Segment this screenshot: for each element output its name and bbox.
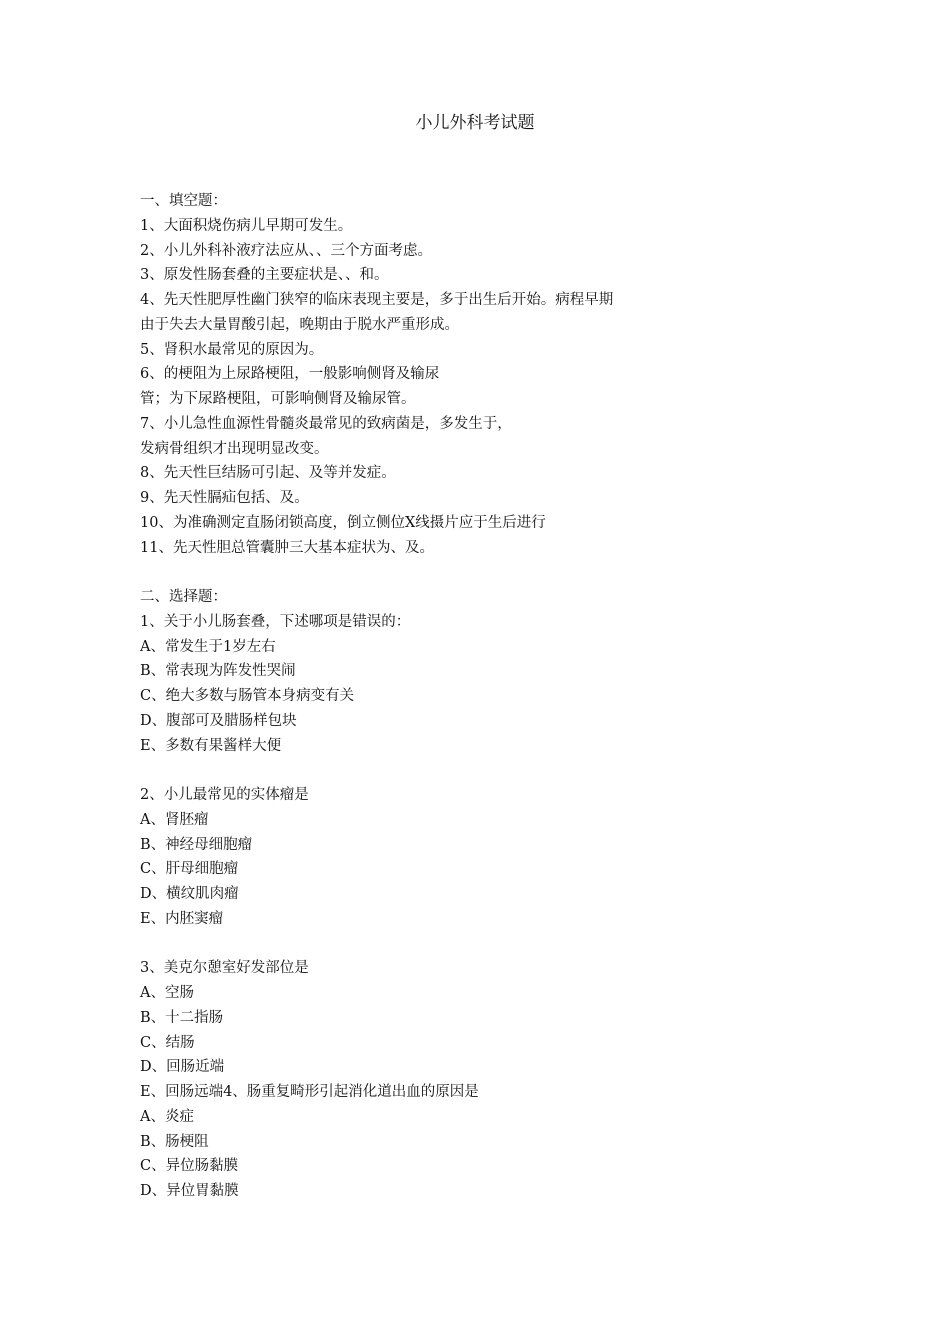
choice-option: E、多数有果酱样大便 — [140, 737, 282, 754]
page-title: 小儿外科考试题 — [415, 113, 535, 133]
fill-question-4: 4、先天性肥厚性幽门狭窄的临床表现主要是，多于出生后开始。病程早期 — [140, 292, 614, 308]
choice-option: D、异位胃黏膜 — [140, 1183, 239, 1199]
document-body — [140, 189, 730, 1204]
fill-question-2: 2、小儿外科补液疗法应从、、三个方面考虑。 — [140, 242, 432, 259]
fill-question-9: 9、先天性膈疝包括、及。 — [140, 490, 309, 506]
choice-option: B、肠梗阻 — [140, 1133, 209, 1150]
choice-option: B、神经母细胞瘤 — [140, 836, 253, 853]
choice-option: A、肾胚瘤 — [140, 811, 209, 828]
section-heading-choice: 二、选择题： — [140, 589, 227, 605]
choice-option: D、腹部可及腊肠样包块 — [140, 712, 297, 729]
fill-question-11: 11、先天性胆总管囊肿三大基本症状为、及。 — [140, 539, 434, 556]
fill-question-3: 3、原发性肠套叠的主要症状是、、和。 — [140, 267, 389, 284]
fill-question-7: 7、小儿急性血源性骨髓炎最常见的致病菌是，多发生于， — [140, 415, 512, 432]
spacer — [140, 758, 730, 783]
fill-question-8: 8、先天性巨结肠可引起、及等并发症。 — [140, 465, 396, 482]
fill-question-10: 10、为准确测定直肠闭锁高度，倒立侧位X线摄片应于生后进行 — [140, 514, 546, 531]
choice-option: C、绝大多数与肠管本身病变有关 — [140, 688, 355, 704]
fill-question-4-cont: 由于失去大量胃酸引起，晚期由于脱水严重形成。 — [140, 316, 459, 333]
fill-question-6: 6、的梗阻为上尿路梗阻，一般影响侧肾及输尿 — [140, 366, 440, 383]
fill-question-1: 1、大面积烧伤病儿早期可发生。 — [140, 217, 353, 234]
choice-option: C、肝母细胞瘤 — [140, 861, 239, 878]
choice-option: B、常表现为阵发性哭闹 — [140, 663, 296, 680]
choice-option: E、回肠远端4、肠重复畸形引起消化道出血的原因是 — [140, 1084, 479, 1100]
choice-option: E、内胚窦瘤 — [140, 910, 224, 927]
choice-option: A、常发生于1岁左右 — [140, 638, 276, 655]
choice-question-2-stem: 2、小儿最常见的实体瘤是 — [140, 787, 309, 803]
choice-question-1-stem: 1、关于小儿肠套叠，下述哪项是错误的： — [140, 613, 411, 630]
fill-question-5: 5、肾积水最常见的原因为。 — [140, 341, 324, 358]
choice-option: B、十二指肠 — [140, 1009, 224, 1026]
choice-question-3-stem: 3、美克尔憩室好发部位是 — [140, 960, 309, 977]
spacer — [140, 932, 730, 957]
spacer — [140, 560, 730, 585]
choice-option: A、空肠 — [140, 985, 194, 1001]
fill-question-6-cont: 管；为下尿路梗阻，可影响侧肾及输尿管。 — [140, 391, 416, 407]
section-heading-fill-in: 一、填空题： — [140, 193, 227, 209]
choice-option: C、异位肠黏膜 — [140, 1158, 239, 1175]
choice-option: A、炎症 — [140, 1108, 194, 1125]
choice-option: D、横纹肌肉瘤 — [140, 886, 239, 902]
fill-question-7-cont: 发病骨组织才出现明显改变。 — [140, 440, 329, 457]
choice-option: D、回肠近端 — [140, 1059, 225, 1076]
choice-option: C、结肠 — [140, 1034, 195, 1051]
